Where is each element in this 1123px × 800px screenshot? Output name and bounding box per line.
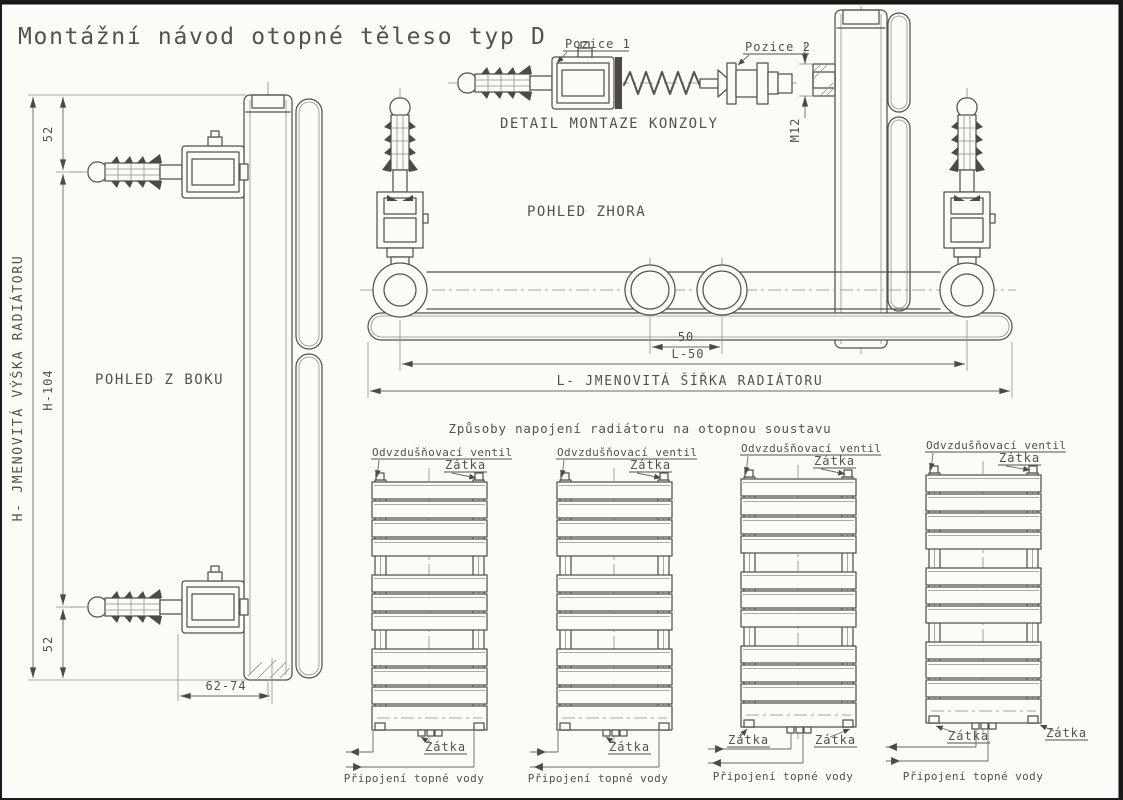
- lower-wall-bracket: [88, 566, 248, 633]
- detail-caption: DETAIL MONTAZE KONZOLY: [500, 116, 719, 132]
- radiator-variant-4: [886, 439, 1088, 783]
- connections-heading: Způsoby napojení radiátoru na otopnou soustavu: [448, 421, 832, 436]
- radiator-side-profile: [244, 95, 322, 680]
- plug-label-top: Zátka: [814, 454, 856, 468]
- radiator-variant-1: [344, 446, 513, 785]
- dim-62-74: 62-74: [205, 679, 247, 693]
- water-connection-label: Připojení topné vody: [527, 772, 669, 785]
- water-connection-label: Připojení topné vody: [343, 772, 485, 785]
- m12-boss: [813, 64, 835, 96]
- side-view: [10, 82, 322, 704]
- plug-label-bottom-right: Zátka: [815, 733, 857, 747]
- side-view-caption: POHLED Z BOKU: [95, 372, 225, 388]
- pozice1-label: Pozice 1: [565, 37, 631, 51]
- radiator-side-m12-view: [788, 6, 910, 354]
- upper-wall-bracket: [88, 131, 248, 198]
- top-view: [360, 88, 1016, 398]
- dim-52-top: 52: [41, 125, 55, 143]
- washer-detail: [615, 57, 622, 109]
- top-view-right-bracket: [940, 98, 995, 317]
- plug-label-bottom: Zátka: [425, 740, 467, 754]
- dim-h104: H-104: [41, 369, 55, 411]
- plug-label-bottom: Zátka: [609, 740, 651, 754]
- top-view-caption: POHLED ZHORA: [527, 204, 647, 220]
- valve-label: Odvzdušňovací ventil: [557, 446, 698, 459]
- plug-label-bottom-left: Zátka: [948, 729, 990, 743]
- bracket-detail: [552, 42, 614, 109]
- dim-width-label: L- JMENOVITÁ ŠÍŘKA RADIÁTORU: [556, 374, 824, 389]
- valve-label: Odvzdušňovací ventil: [926, 439, 1067, 452]
- valve-label: Odvzdušňovací ventil: [372, 446, 513, 459]
- top-view-left-bracket: [373, 98, 428, 317]
- bushing-pozice2: [727, 63, 792, 104]
- pozice2-label: Pozice 2: [745, 40, 811, 54]
- screw-detail: [624, 70, 727, 97]
- wallplug-detail: [458, 65, 552, 101]
- valve-label: Odvzdušňovací ventil: [741, 442, 882, 455]
- water-connection-label: Připojení topné vody: [712, 770, 854, 783]
- dim-50: 50: [677, 330, 695, 344]
- plug-label-top: Zátka: [630, 458, 672, 472]
- plug-label-top: Zátka: [999, 451, 1041, 465]
- dim-l50: L-50: [671, 347, 705, 361]
- radiator-variant-3: [708, 442, 881, 783]
- detail-assembly-view: [448, 37, 811, 132]
- plug-label-bottom-right: Zátka: [1046, 726, 1088, 740]
- dim-m12: M12: [788, 117, 802, 143]
- page-title: Montážní návod otopné těleso typ D: [18, 24, 547, 50]
- radiator-variant-2: [528, 446, 698, 785]
- connection-variants-section: [344, 421, 1088, 785]
- water-connection-label: Připojení topné vody: [902, 770, 1044, 783]
- plug-label-bottom-left: Zátka: [728, 733, 770, 747]
- dim-52-bottom: 52: [41, 635, 55, 653]
- plug-label-top: Zátka: [445, 458, 487, 472]
- dim-height-label: H- JMENOVITÁ VÝŠKA RADIÁTORU: [11, 254, 26, 522]
